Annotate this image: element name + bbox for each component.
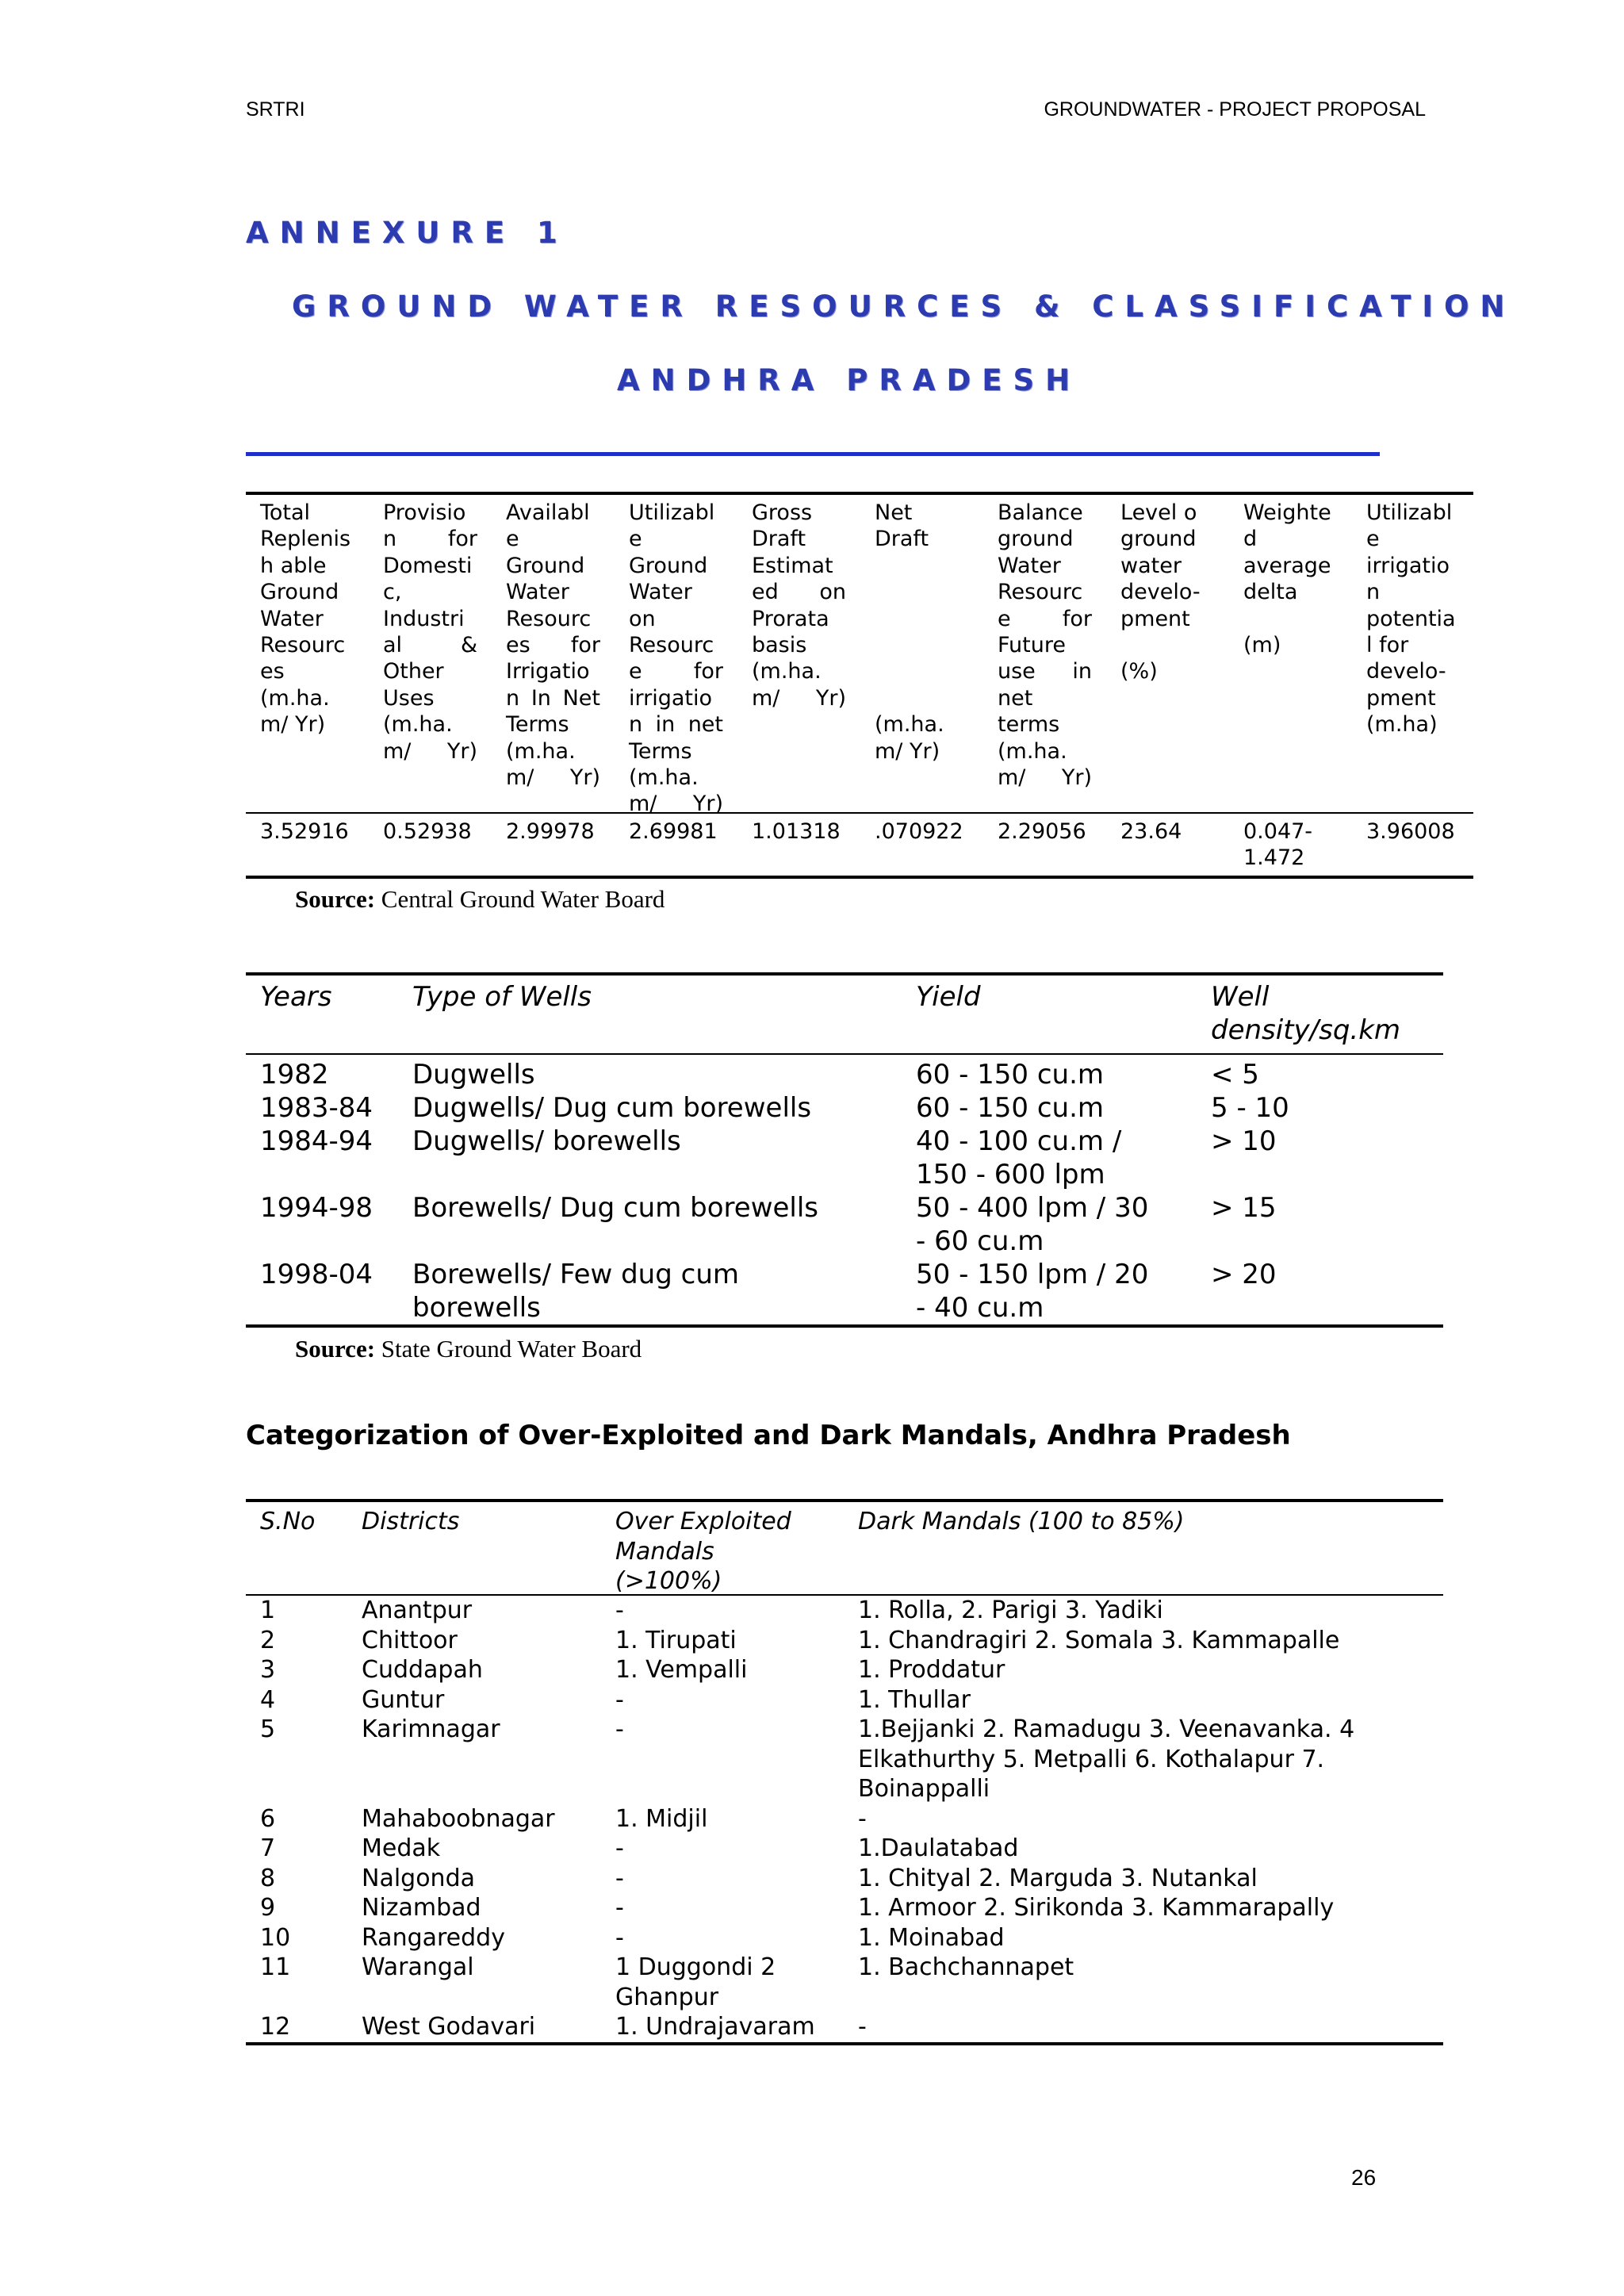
resources-table-header xyxy=(246,495,1473,817)
table-cell: - xyxy=(858,1804,867,1833)
table-cell: 1. Midjil xyxy=(615,1804,708,1833)
title-rule xyxy=(246,452,1380,456)
table-cell: - xyxy=(615,1715,624,1743)
table-cell: Dugwells/ Dug cum borewells xyxy=(412,1092,812,1124)
table-cell: Dugwells/ borewells xyxy=(412,1125,681,1157)
table-cell: - xyxy=(615,1685,624,1714)
table-cell: 23.64 xyxy=(1120,819,1182,844)
table-cell: 1. Bachchannapet xyxy=(858,1953,1074,1981)
column-header: Utilizabl e Ground Water on Resourc e for irrigatio n in net Terms (m.ha. m/ Yr) xyxy=(629,500,723,817)
table-rule xyxy=(246,1324,1443,1328)
table-cell: 9 xyxy=(260,1894,276,1922)
table-cell: 2.29056 xyxy=(998,819,1086,844)
table-cell: 1. Chandragiri 2. Somala 3. Kammapalle xyxy=(858,1626,1340,1654)
table-cell: Borewells/ Dug cum borewells xyxy=(412,1192,819,1224)
table-cell: 1 Duggondi 2 Ghanpur xyxy=(615,1953,776,2011)
table-cell: 1982 xyxy=(260,1059,329,1091)
column-header: Utilizabl e irrigatio n potentia l for develo- pment (m.ha) xyxy=(1366,500,1456,738)
table-cell: 1984-94 xyxy=(260,1125,373,1157)
mandals-table-body xyxy=(246,1596,1443,2042)
table-row xyxy=(246,1953,1443,2012)
table-cell: Karimnagar xyxy=(362,1715,500,1743)
annexure-title: ANNEXURE 1 xyxy=(246,216,569,250)
resources-table-row xyxy=(246,814,1473,876)
table-cell: 0.52938 xyxy=(383,819,472,844)
table-cell: 50 - 400 lpm / 30 - 60 cu.m xyxy=(916,1192,1149,1257)
source-text: Central Ground Water Board xyxy=(375,885,665,913)
table-cell: - xyxy=(615,1596,624,1624)
table-row xyxy=(246,1626,1443,1656)
table-cell: 1. Rolla, 2. Parigi 3. Yadiki xyxy=(858,1596,1163,1624)
table-cell: 0.047- 1.472 xyxy=(1243,819,1313,870)
wells-table-body xyxy=(246,1055,1443,1324)
wells-table xyxy=(246,972,1443,1328)
table-cell: 1. Thullar xyxy=(858,1685,971,1714)
mandals-table xyxy=(246,1499,1443,2045)
table-cell: 2.99978 xyxy=(506,819,595,844)
table-cell: 5 xyxy=(260,1715,276,1743)
column-header: Availabl e Ground Water Resourc es for Irrigatio n In Net Terms (m.ha. m/ Yr) xyxy=(506,500,600,791)
table-cell: Rangareddy xyxy=(362,1923,505,1952)
table-cell: 1. Chityal 2. Marguda 3. Nutankal xyxy=(858,1864,1258,1892)
table-cell: 1.Daulatabad xyxy=(858,1834,1019,1862)
table-cell: 1 xyxy=(260,1596,276,1624)
table-cell: 12 xyxy=(260,2013,291,2041)
column-header: Provisio n for Domesti c, Industri al & Other Uses (m.ha. m/ Yr) xyxy=(383,500,477,764)
header-right: GROUNDWATER - PROJECT PROPOSAL xyxy=(1044,98,1426,121)
table-cell: Borewells/ Few dug cum borewells xyxy=(412,1259,739,1324)
table-cell: 3 xyxy=(260,1656,276,1684)
table-cell: 10 xyxy=(260,1923,291,1952)
column-header: Gross Draft Estimat ed on Prorata basis (m.ha. m/ Yr) xyxy=(752,500,846,711)
table-cell: - xyxy=(615,1834,624,1862)
table-cell: 6 xyxy=(260,1804,276,1833)
table-cell: 1983-84 xyxy=(260,1092,373,1124)
table-rule xyxy=(246,2042,1443,2045)
table-cell: 4 xyxy=(260,1685,276,1714)
table-cell: 1.Bejjanki 2. Ramadugu 3. Veenavanka. 4 Elkathurthy 5. Metpalli 6. Kothalapur 7. Boinappalli xyxy=(858,1715,1355,1803)
table-cell: 2 xyxy=(260,1626,276,1654)
column-header: Well density/sq.km xyxy=(1211,981,1401,1046)
table-cell: 1994-98 xyxy=(260,1192,373,1224)
table-row xyxy=(246,1834,1443,1864)
column-header: Total Replenis h able Ground Water Resourc es (m.ha. m/ Yr) xyxy=(260,500,351,738)
table-cell: 1998-04 xyxy=(260,1259,373,1290)
table-cell: Medak xyxy=(362,1834,441,1862)
categorization-title: Categorization of Over-Exploited and Dark Mandals, Andhra Pradesh xyxy=(246,1420,1291,1451)
column-header: Dark Mandals (100 to 85%) xyxy=(858,1508,1185,1535)
table-cell: - xyxy=(615,1894,624,1922)
mandals-table-header xyxy=(246,1502,1443,1594)
table-row xyxy=(246,1715,1443,1804)
table-cell: 7 xyxy=(260,1834,276,1862)
table-cell: Mahaboobnagar xyxy=(362,1804,555,1833)
wells-table-header xyxy=(246,976,1443,1053)
table-row xyxy=(246,1258,1443,1324)
table-cell: Nalgonda xyxy=(362,1864,475,1892)
table-cell: Cuddapah xyxy=(362,1656,483,1684)
column-header: Type of Wells xyxy=(412,981,592,1013)
source-label: Source: xyxy=(295,1335,376,1363)
column-header: Yield xyxy=(916,981,981,1013)
state-title: ANDHRA PRADESH xyxy=(617,363,1082,397)
table-cell: Dugwells xyxy=(412,1059,535,1091)
table-row xyxy=(246,1125,1443,1191)
column-header: Over Exploited Mandals (>100%) xyxy=(615,1508,791,1595)
table-row xyxy=(246,1893,1443,1923)
column-header: Years xyxy=(260,981,332,1013)
table-cell: 2.69981 xyxy=(629,819,718,844)
table-cell: - xyxy=(615,1923,624,1952)
table-row xyxy=(246,1804,1443,1834)
source-note-2 xyxy=(295,1335,642,1363)
table-cell: 1. Tirupati xyxy=(615,1626,737,1654)
table-cell: 1. Proddatur xyxy=(858,1656,1005,1684)
table-cell: 60 - 150 cu.m xyxy=(916,1092,1105,1124)
table-row xyxy=(246,1923,1443,1953)
table-cell: < 5 xyxy=(1211,1059,1259,1091)
table-row xyxy=(246,2012,1443,2042)
table-row xyxy=(246,1596,1443,1626)
table-cell: - xyxy=(858,2013,867,2041)
header-left: SRTRI xyxy=(246,98,305,121)
source-text: State Ground Water Board xyxy=(375,1335,642,1363)
source-note-1 xyxy=(295,885,665,914)
table-row xyxy=(246,1091,1443,1125)
column-header: Net Draft (m.ha. m/ Yr) xyxy=(875,500,944,764)
table-cell: Guntur xyxy=(362,1685,445,1714)
table-cell: 8 xyxy=(260,1864,276,1892)
table-cell: 1. Moinabad xyxy=(858,1923,1005,1952)
table-cell: 60 - 150 cu.m xyxy=(916,1059,1105,1091)
table-cell: 3.96008 xyxy=(1366,819,1455,844)
table-cell: Warangal xyxy=(362,1953,474,1981)
table-cell: 1.01318 xyxy=(752,819,841,844)
source-label: Source: xyxy=(295,885,376,913)
table-cell: 11 xyxy=(260,1953,291,1981)
resources-table xyxy=(246,492,1473,879)
column-header: Balance ground Water Resourc e for Future use in net terms (m.ha. m/ Yr) xyxy=(998,500,1092,791)
table-cell: 3.52916 xyxy=(260,819,349,844)
column-header: Level o ground water develo- pment (%) xyxy=(1120,500,1201,684)
table-cell: 50 - 150 lpm / 20 - 40 cu.m xyxy=(916,1259,1149,1324)
table-cell: West Godavari xyxy=(362,2013,536,2041)
section-title: GROUND WATER RESOURCES & CLASSIFICATION xyxy=(292,289,1516,324)
table-cell: 40 - 100 cu.m / 150 - 600 lpm xyxy=(916,1125,1122,1190)
table-cell: > 15 xyxy=(1211,1192,1277,1224)
table-cell: .070922 xyxy=(875,819,963,844)
table-cell: Nizambad xyxy=(362,1894,481,1922)
table-cell: 1. Armoor 2. Sirikonda 3. Kammarapally xyxy=(858,1894,1335,1922)
table-row xyxy=(246,1655,1443,1685)
table-row xyxy=(246,1191,1443,1258)
table-cell: 1. Vempalli xyxy=(615,1656,748,1684)
column-header: Districts xyxy=(362,1508,460,1535)
table-row xyxy=(246,1685,1443,1715)
table-cell: 5 - 10 xyxy=(1211,1092,1289,1124)
table-cell: > 20 xyxy=(1211,1259,1277,1290)
column-header: Weighte d average delta (m) xyxy=(1243,500,1331,658)
table-cell: Anantpur xyxy=(362,1596,473,1624)
table-cell: Chittoor xyxy=(362,1626,458,1654)
table-rule xyxy=(246,876,1473,879)
page-number: 26 xyxy=(1351,2165,1377,2190)
table-cell: 1. Undrajavaram xyxy=(615,2013,815,2041)
table-cell: - xyxy=(615,1864,624,1892)
table-row xyxy=(246,1058,1443,1091)
table-row xyxy=(246,1864,1443,1894)
table-cell: > 10 xyxy=(1211,1125,1277,1157)
column-header: S.No xyxy=(260,1508,316,1535)
